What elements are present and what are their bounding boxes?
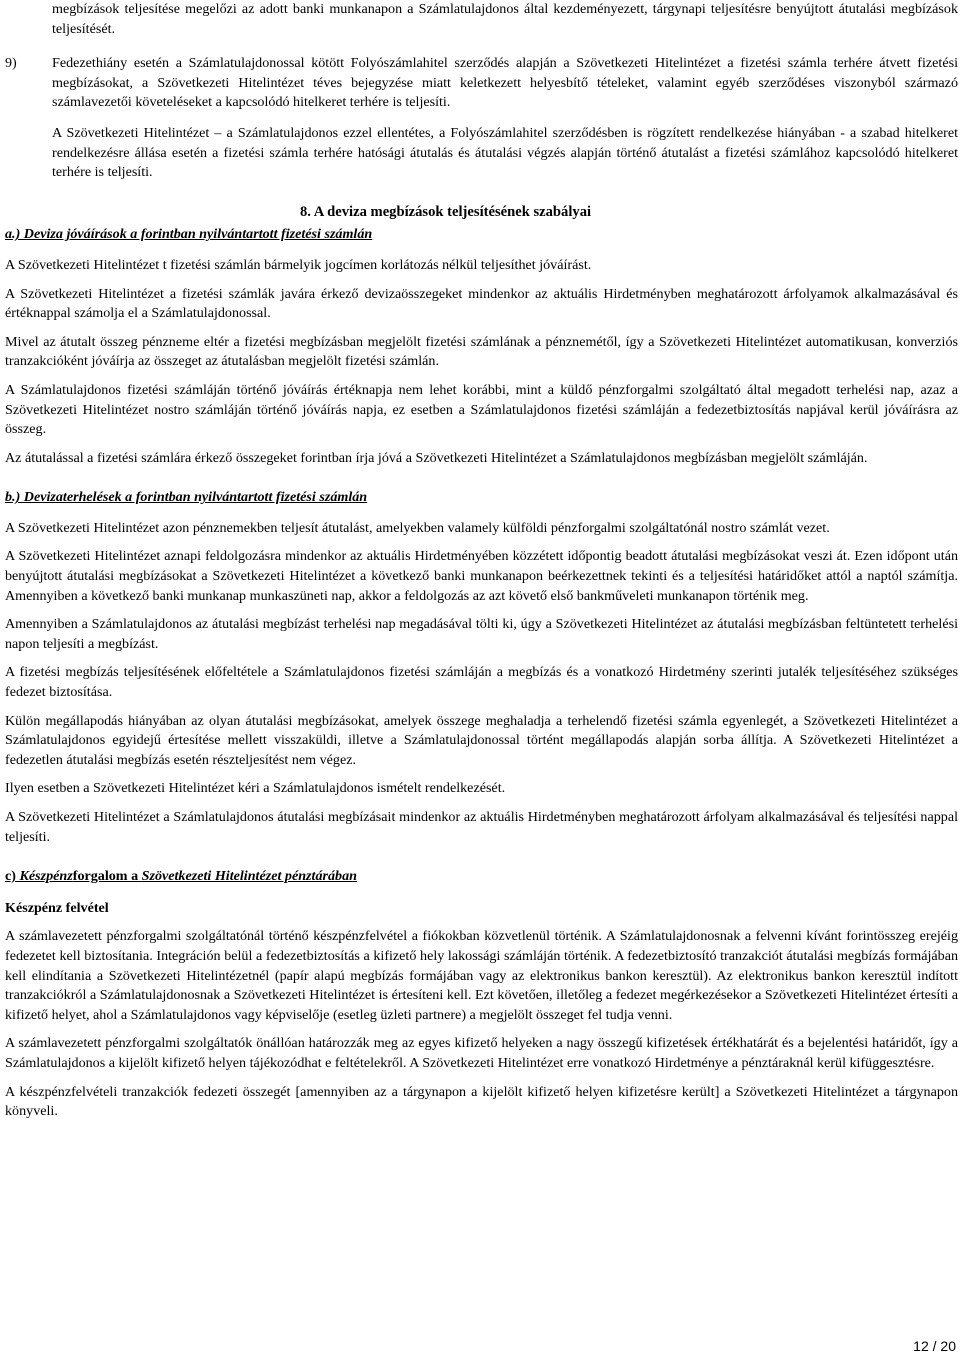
paragraph: A Számlatulajdonos fizetési számláján történő jóváírás értéknapja nem lehet korábbi, mint a küldő pénzforgalmi szolgáltató által megadott terhelési nap, azaz a Szövetkezeti Hitelintézet nostro számláján történő jóváírás napja, ez esetben a Számlatulajdonos fizetési számláján a fedezetbiztosítás napjával kerül jóváírásra az összeg. [5, 381, 958, 438]
paragraph: Külön megállapodás hiányában az olyan átutalási megbízásokat, amelyek összege meghaladja a terhelendő fizetési számla egyenlegét, a Szövetkezeti Hitelintézet a Számlatulajdonos egyidejű értesítése mellett visszaküldi, illetve a Számlatulajdonossal történt megállapodás alapján sorba állítja. A Szövetkezeti Hitelintézet a fedezetlen átutalási megbízás esetén részteljesítést nem végez. [5, 712, 958, 768]
paragraph: Amennyiben a Számlatulajdonos az átutalási megbízást terhelési nap megadásával tölti ki, úgy a Szövetkezeti Hitelintézet az átutalási megbízásban feltüntetett terhelési napon teljesíti a megbízást. [5, 616, 958, 652]
paragraph: A Szövetkezeti Hitelintézet a fizetési számlák javára érkező devizaösszegeket mindenkor az aktuális Hirdetményben meghatározott árfolyamok alkalmazásával és értéknappal számolja el a Számlatulajdonossal. [5, 285, 958, 322]
paragraph: A készpénzfelvételi tranzakciók fedezeti összegét [amennyiben az a tárgynapon a kijelölt kifizető helyen kifizetésre került] a Szövetkezeti Hitelintézet a tárgynapon könyveli. [5, 1083, 958, 1120]
section-heading: 8. A deviza megbízások teljesítésének szabályai [300, 203, 592, 220]
paragraph: A Szövetkezeti Hitelintézet azon pénznemekben teljesít átutalást, amelyekben valamely külföldi pénzforgalmi szolgáltatónál nostro számlát vezet. [5, 519, 830, 536]
list-item-text: Fedezethiány esetén a Számlatulajdonossal kötött Folyószámlahitel szerződés alapján a Szövetkezeti Hitelintézet a fizetési számla terhére átvett fizetési megbízásokat, a Szövetkezeti Hitelintézet téves bejegyzése miatt keletkezett helyesbítő tételeket, valamint egyéb szerződéses viszonyból származó számlavezetői követeléseket a kapcsolódó hitelkeret terhére is teljesíti. [52, 55, 958, 111]
subsection-c-title-part: c) [5, 868, 20, 885]
paragraph: A Szövetkezeti Hitelintézet t fizetési számlán bármelyik jogcímen korlátozás nélkül teljesíthet jóváírást. [5, 256, 592, 273]
paragraph: A Szövetkezeti Hitelintézet aznapi feldolgozásra mindenkor az aktuális Hirdetményében közzétett időpontig beadott átutalási megbízásokat veszi át. Ezen időpont után benyújtott átutalási megbízásokat a Szövetkezeti Hitelintézet a következő banki munkanapon beérkezettnek tekinti és a teljesítési határidőket attól a naptól számítja. Amennyiben a következő banki munkanap munkaszüneti nap, akkor a feldolgozás az azt követő első bankműveleti munkanapon történik meg. [5, 548, 958, 604]
cash-withdrawal-title: Készpénz felvétel [5, 899, 109, 916]
list-item-9 [5, 54, 958, 183]
subsection-c-title-part: Készpénz [19, 868, 73, 885]
paragraph: A Szövetkezeti Hitelintézet a Számlatulajdonos átutalási megbízásait mindenkor az aktuális Hirdetményben meghatározott árfolyam alkalmazásával és teljesítési nappal teljesíti. [5, 809, 958, 845]
paragraph: Mivel az átutalt összeg pénzneme eltér a fizetési megbízásban megjelölt fizetési számlának a pénznemétől, így a Szövetkezeti Hitelintézet automatikusan, konverziós tranzakcióként jóváírja az összeget az átutalásban megjelölt fizetési számlán. [5, 333, 958, 370]
paragraph: Az átutalással a fizetési számlára érkező összegeket forintban írja jóvá a Szövetkezeti Hitelintézet a Számlatulajdonos megbízásban megjelölt számláján. [5, 449, 868, 466]
list-item-number: 9) [5, 55, 17, 72]
list-item-text-2: A Szövetkezeti Hitelintézet ‒ a Számlatulajdonos ezzel ellentétes, a Folyószámlahitel szerződésben is rögzített rendelkezése hiányában - a szabad hitelkeret rendelkezésre állása esetén a fizetési számla terhére hatósági átutalás és átutalási végzés alapján történő átutalást a fizetési számlához kapcsolódó hitelkeret terhére is teljesíti. [52, 124, 958, 181]
subsection-c-title [5, 867, 958, 887]
subsection-a-title: a.) Deviza jóváírások a forintban nyilvántartott fizetési számlán [5, 226, 373, 243]
page-number: 12 / 20 [913, 1338, 956, 1354]
subsection-c-title-part: Szövetkezeti Hitelintézet pénztárában [141, 868, 357, 885]
subsection-c-title-part: forgalom a [72, 868, 142, 885]
document-page [5, 0, 958, 1122]
subsection-b-title: b.) Devizaterhelések a forintban nyilvántartott fizetési számlán [5, 489, 368, 506]
paragraph: A számlavezetett pénzforgalmi szolgáltatók önállóan határozzák meg az egyes kifizető helyeken a nagy összegű kifizetések értékhatárát és a bejelentési határidőt, így a Számlatulajdonos a kijelölt kifizető helyen tájékozódhat e feltételekről. A Szövetkezeti Hitelintézet erre vonatkozó Hirdetménye a pénztáraknál kerül kifüggesztésre. [5, 1035, 958, 1071]
paragraph: A fizetési megbízás teljesítésének előfeltétele a Számlatulajdonos fizetési számláján a megbízás és a vonatkozó Hirdetmény szerinti jutalék teljesítéséhez szükséges fedezet biztosítása. [5, 664, 958, 701]
top-fragment: megbízások teljesítése megelőzi az adott banki munkanapon a Számlatulajdonos által kezdeményezett, tárgynapi teljesítésre benyújtott átutalási megbízások teljesítését. [52, 1, 958, 37]
paragraph: Ilyen esetben a Szövetkezeti Hitelintézet kéri a Számlatulajdonos ismételt rendelkezését. [5, 780, 506, 797]
paragraph: A számlavezetett pénzforgalmi szolgáltatónál történő készpénzfelvétel a fiókokban közvetlenül történik. A Számlatulajdonosnak a felvenni kívánt forintösszeg erejéig fedezetet kell biztosítania. Integráción belül a fedezetbiztosítás a kifizető hely lakossági számláján történik. A fedezetbiztosító tranzakciót átutalási megbízás formájában kell elindítania a Szövetkezeti Hitelintézetnél (papír alapú megbízás formájában vagy az elektronikus bankon keresztül). Az elektronikus bankon keresztül indított tranzakciókról a Számlatulajdonosnak a Szövetkezeti Hitelintézet is értesíteni kell. Ezt követően, illetőleg a fedezet megérkezésekor a Szövetkezeti Hitelintézet értesíti a kifizető helyet, ahol a Számlatulajdonos vagy képviselője (esetleg üzleti partnere) a megjelölt összeget fel tudja venni. [5, 928, 958, 1023]
